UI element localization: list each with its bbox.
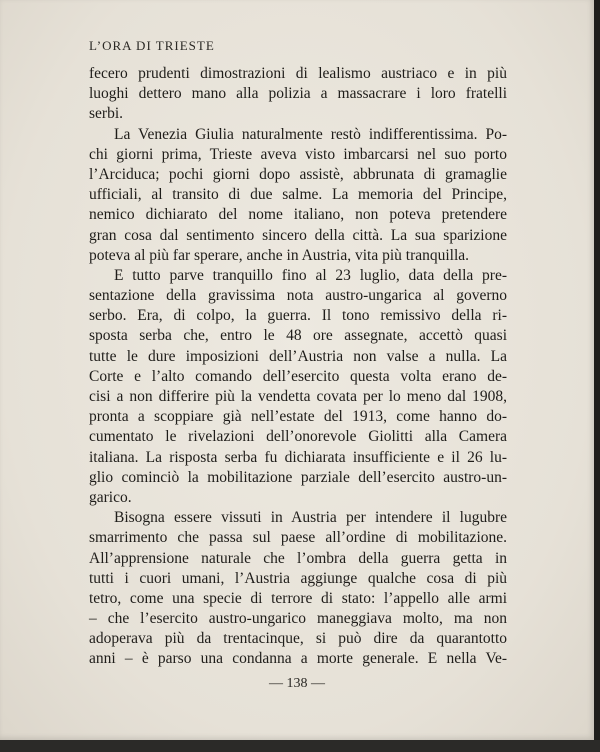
- text-line: All’apprensione naturale che l’ombra della guerra getta in: [89, 549, 507, 567]
- body-text: [89, 64, 507, 670]
- text-line: serbo. Era, di colpo, la guerra. Il tono remissivo della ri-: [89, 307, 507, 325]
- running-head: L’ORA DI TRIESTE: [89, 38, 215, 53]
- page-bottom-shadow: [0, 740, 600, 752]
- paragraph-first-line: E tutto parve tranquillo fino al 23 luglio, data della pre-: [114, 266, 507, 284]
- text-line: pronta a scoppiare già nell’estate del 1913, come hanno do-: [89, 408, 507, 426]
- text-line: luoghi dettero mano alla polizia a massacrare i loro fratelli: [89, 85, 507, 103]
- paragraph-first-line: La Venezia Giulia naturalmente restò indifferentissima. Po-: [114, 125, 507, 143]
- text-line: anni – è parso una condanna a morte generale. E nella Ve-: [89, 650, 507, 668]
- text-line: fecero prudenti dimostrazioni di lealismo austriaco e in più: [89, 65, 507, 82]
- text-line: chi giorni prima, Trieste aveva visto imbarcarsi nel suo porto: [89, 145, 507, 163]
- text-line: tutti i cuori umani, l’Austria aggiunge qualche cosa di più: [89, 569, 507, 587]
- text-line: adoperava più da trentacinque, si può dire da quarantotto: [89, 630, 507, 648]
- text-line: glio cominciò la mobilitazione parziale dell’esercito austro-un-: [89, 468, 507, 486]
- text-line: cisi a non differire più la vendetta covata per lo meno dal 1908,: [89, 388, 507, 405]
- text-line: serbi.: [89, 105, 124, 123]
- text-line: Corte e l’alto comando dell’esercito questa volta erano de-: [89, 367, 507, 385]
- text-line: sentazione della gravissima nota austro-ungarica al governo: [89, 287, 507, 305]
- page-edge-shadow: [594, 0, 600, 752]
- text-line: ufficiali, al transito di due salme. La memoria del Principe,: [89, 186, 507, 204]
- text-line: sposta serba che, entro le 48 ore assegnate, accettò quasi: [89, 327, 507, 345]
- text-line: l’Arciduca; pochi giorni dopo assistè, abbrunata di gramaglie: [89, 165, 507, 183]
- page-number: — 138 —: [269, 676, 325, 691]
- text-line: – che l’esercito austro-ungarico maneggiava molto, ma non: [89, 610, 507, 628]
- text-line: italiana. La risposta serba fu dichiarata insufficiente e il 26 lu-: [89, 448, 507, 466]
- text-line: gran cosa dal sentimento sincero della città. La sua sparizione: [89, 226, 507, 244]
- text-line: nemico dichiarato del nome italiano, non poteva pretendere: [89, 206, 507, 224]
- text-line: cumentato le rivelazioni dell’onorevole Giolitti alla Camera: [89, 428, 507, 446]
- text-line: poteva al più far sperare, anche in Austria, vita più tranquilla.: [89, 246, 470, 264]
- paragraph-first-line: Bisogna essere vissuti in Austria per intendere il lugubre: [114, 509, 507, 527]
- text-line: garico.: [89, 488, 132, 506]
- text-line: tetro, come una specie di terrore di stato: l’appello alle armi: [89, 589, 507, 607]
- text-line: tutte le dure imposizioni dell’Austria non valse a nulla. La: [89, 347, 507, 365]
- text-line: smarrimento che passa sul paese all’ordine di mobilitazione.: [89, 529, 507, 547]
